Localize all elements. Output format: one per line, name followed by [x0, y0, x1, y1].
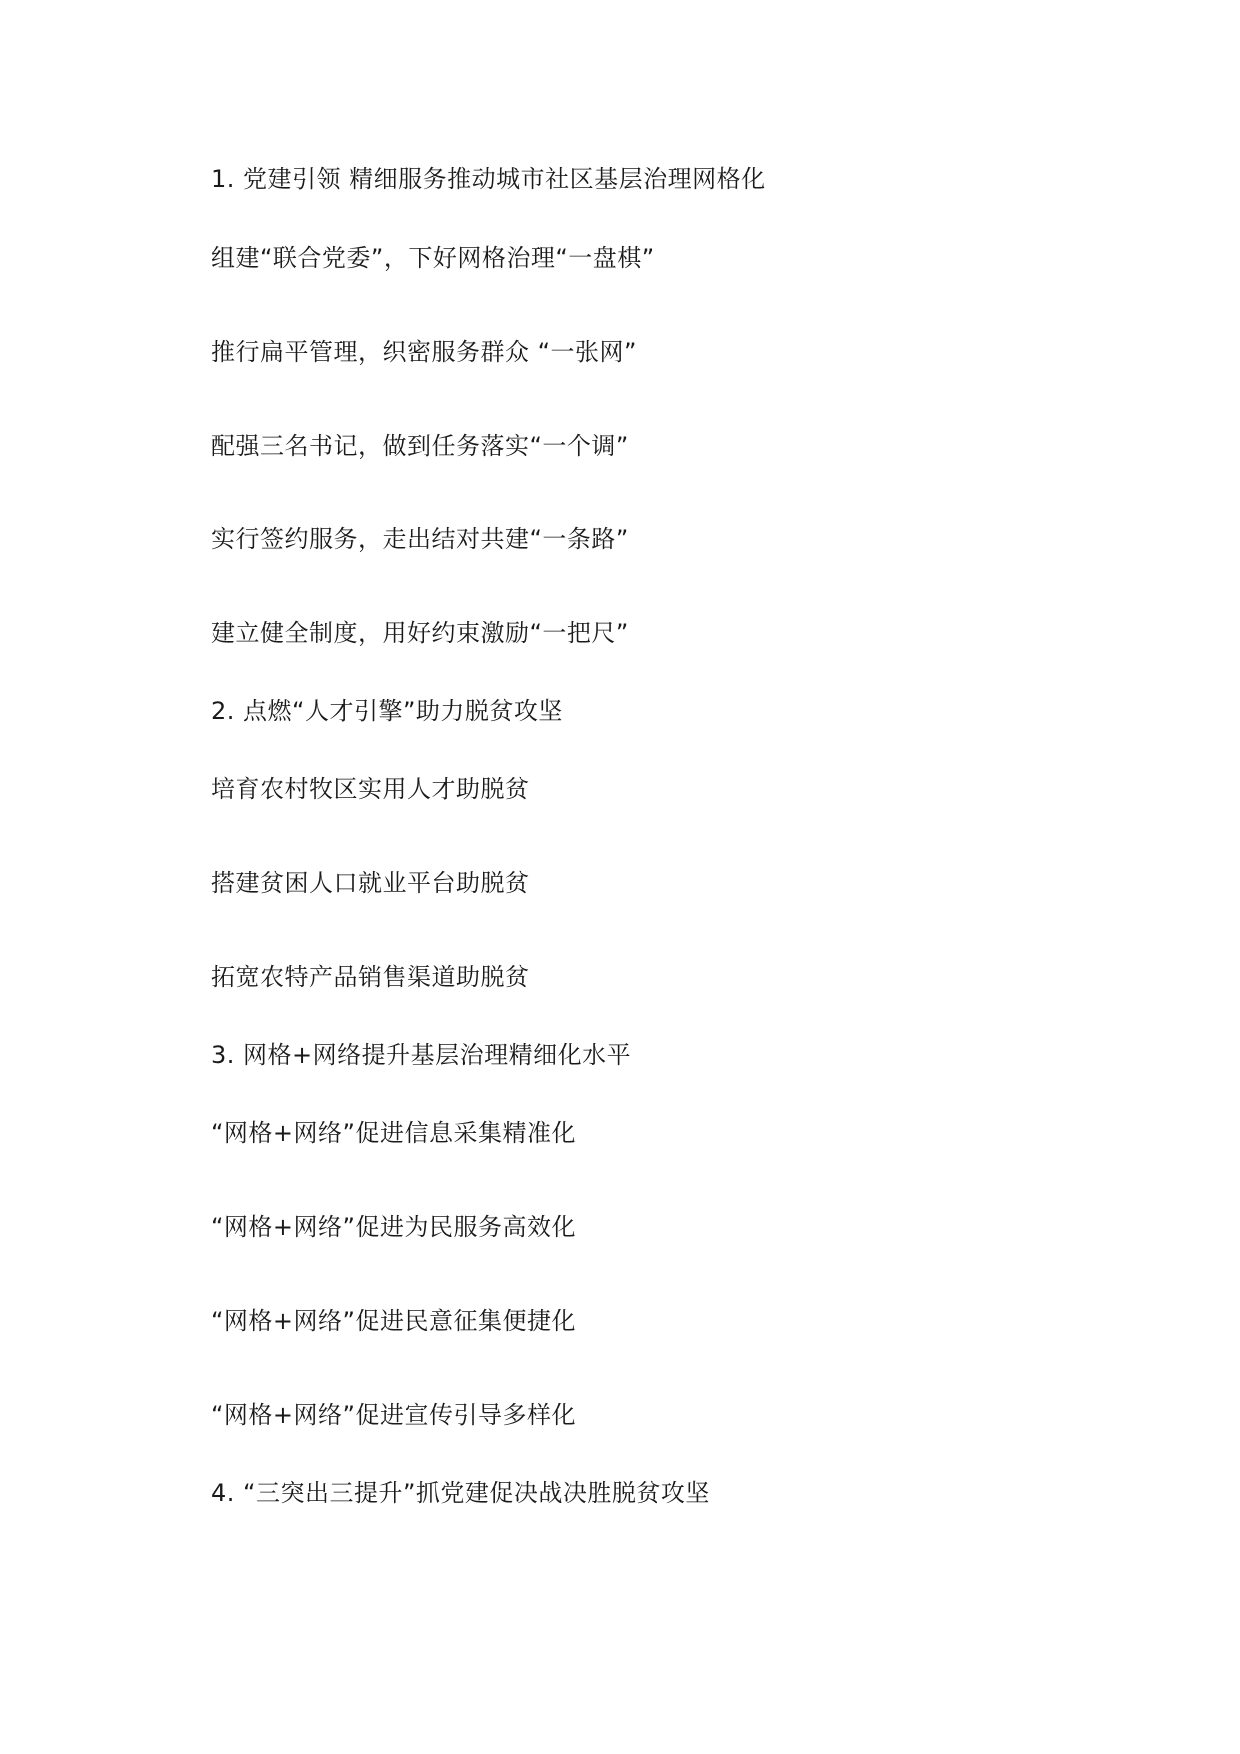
- section-2-item-1: 培育农村牧区实用人才助脱贫: [211, 775, 530, 803]
- section-1-item-5: 建立健全制度，用好约束激励“一把尺”: [211, 619, 629, 647]
- section-3-item-1: “网格+网络”促进信息采集精准化: [211, 1119, 576, 1147]
- section-heading-3: 3. 网格+网络提升基层治理精细化水平: [211, 1041, 632, 1069]
- section-heading-1: 1. 党建引领 精细服务推动城市社区基层治理网格化: [211, 165, 766, 193]
- section-heading-4: 4. “三突出三提升”抓党建促决战决胜脱贫攻坚: [211, 1479, 710, 1507]
- section-3-item-2: “网格+网络”促进为民服务高效化: [211, 1213, 576, 1241]
- section-2-item-2: 搭建贫困人口就业平台助脱贫: [211, 869, 530, 897]
- section-1-item-2: 推行扁平管理，织密服务群众 “一张网”: [211, 338, 637, 366]
- section-heading-2: 2. 点燃“人才引擎”助力脱贫攻坚: [211, 697, 563, 725]
- section-1-item-3: 配强三名书记，做到任务落实“一个调”: [211, 432, 629, 460]
- section-3-item-4: “网格+网络”促进宣传引导多样化: [211, 1401, 576, 1429]
- section-1-item-4: 实行签约服务，走出结对共建“一条路”: [211, 525, 629, 553]
- section-2-item-3: 拓宽农特产品销售渠道助脱贫: [211, 963, 530, 991]
- section-3-item-3: “网格+网络”促进民意征集便捷化: [211, 1307, 576, 1335]
- section-1-item-1: 组建“联合党委”，下好网格治理“一盘棋”: [211, 244, 655, 272]
